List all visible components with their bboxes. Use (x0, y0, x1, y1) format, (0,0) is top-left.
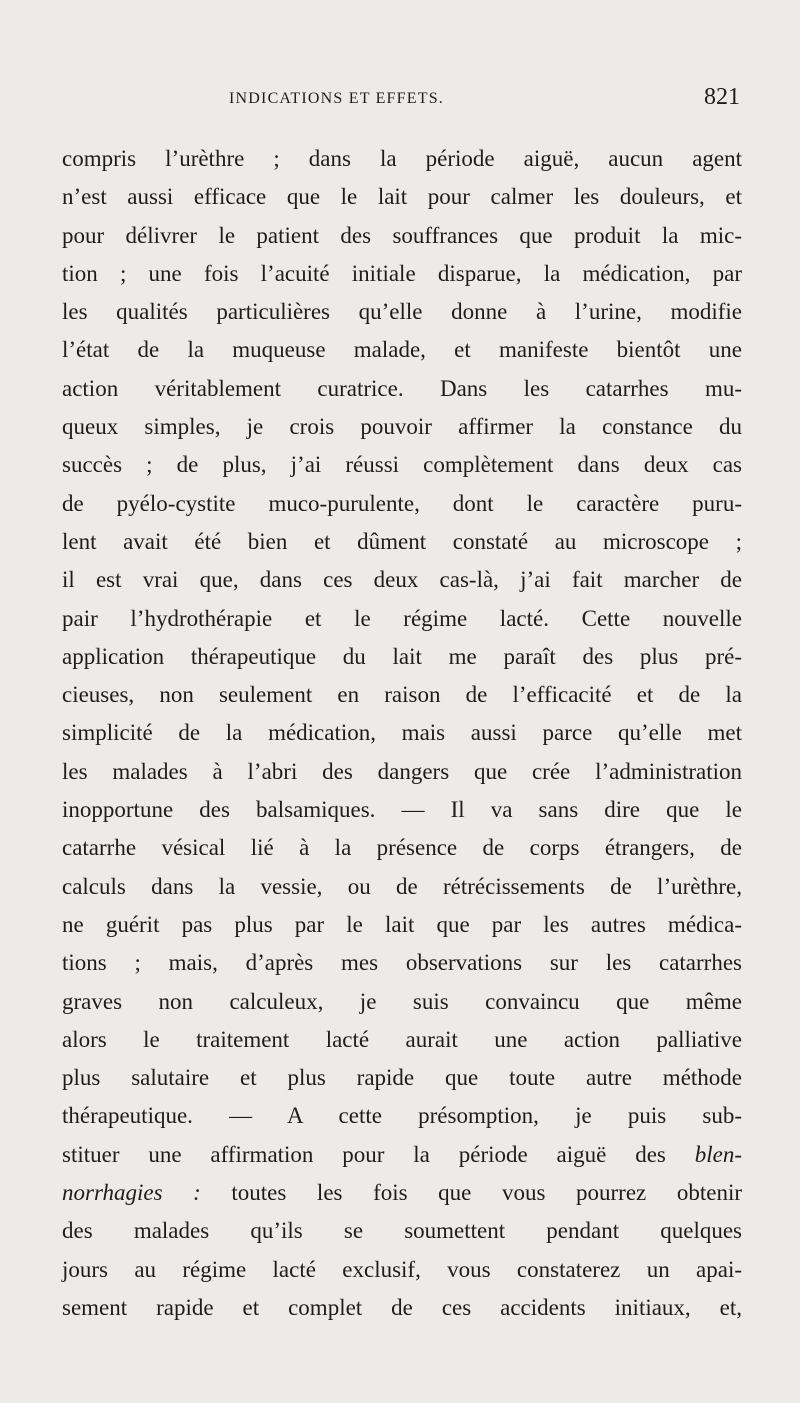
text-line: tions ; mais, d’après mes observations sur les catarrhes (62, 950, 742, 976)
italic-term: blen- (694, 1141, 742, 1167)
text-line: pour délivrer le patient des souffrances que produit la mic- (62, 222, 742, 248)
running-title: INDICATIONS ET EFFETS. (229, 90, 445, 107)
italic-term: norrhagies : (62, 1180, 201, 1206)
text-line: tion ; une fois l’acuité initiale disparue, la médication, par (62, 260, 742, 286)
text-line: n’est aussi efficace que le lait pour calmer les douleurs, et (62, 184, 742, 210)
text-line: cieuses, non seulement en raison de l’efficacité et de la (62, 682, 742, 708)
text-line: succès ; de plus, j’ai réussi complètement dans deux cas (62, 452, 742, 478)
text-line: jours au régime lacté exclusif, vous constaterez un apai- (62, 1256, 742, 1282)
text-line: sement rapide et complet de ces accidents initiaux, et, (62, 1294, 742, 1320)
line-text: stituer une affirmation pour la période aiguë des (62, 1141, 695, 1167)
text-line: compris l’urèthre ; dans la période aiguë, aucun agent (62, 146, 742, 171)
body-text (62, 140, 742, 1327)
text-line: thérapeutique. — A cette présomption, je puis sub- (62, 1103, 742, 1129)
text-line: application thérapeutique du lait me paraît des plus pré- (62, 643, 742, 669)
text-line: plus salutaire et plus rapide que toute autre méthode (62, 1065, 742, 1091)
text-line: simplicité de la médication, mais aussi parce qu’elle met (62, 720, 742, 746)
text-line-with-italic (62, 1174, 742, 1212)
page-number: 821 (704, 84, 740, 110)
text-line: alors le traitement lacté aurait une action palliative (62, 1026, 742, 1052)
text-line: il est vrai que, dans ces deux cas-là, j’ai fait marcher de (62, 567, 742, 593)
text-line: les malades à l’abri des dangers que crée l’administration (62, 758, 742, 784)
text-line: pair l’hydrothérapie et le régime lacté. Cette nouvelle (62, 605, 742, 631)
text-line: inopportune des balsamiques. — Il va sans dire que le (62, 797, 742, 823)
text-line: de pyélo-cystite muco-purulente, dont le caractère puru- (62, 490, 742, 516)
text-line: graves non calculeux, je suis convaincu que même (62, 988, 742, 1014)
text-line: l’état de la muqueuse malade, et manifeste bientôt une (62, 337, 742, 363)
line-text: toutes les fois que vous pourrez obtenir (200, 1180, 742, 1206)
text-line: lent avait été bien et dûment constaté au microscope ; (62, 528, 742, 554)
text-line: catarrhe vésical lié à la présence de corps étrangers, de (62, 835, 742, 861)
running-head (0, 84, 800, 114)
text-line: les qualités particulières qu’elle donne à l’urine, modifie (62, 299, 742, 325)
text-line: queux simples, je crois pouvoir affirmer la constance du (62, 414, 742, 440)
text-line-with-italic (62, 1136, 742, 1174)
text-line: des malades qu’ils se soumettent pendant quelques (62, 1218, 742, 1244)
text-line: action véritablement curatrice. Dans les catarrhes mu- (62, 375, 742, 401)
text-line: calculs dans la vessie, ou de rétrécissements de l’urèthre, (62, 873, 742, 899)
text-line: ne guérit pas plus par le lait que par les autres médica- (62, 911, 742, 937)
